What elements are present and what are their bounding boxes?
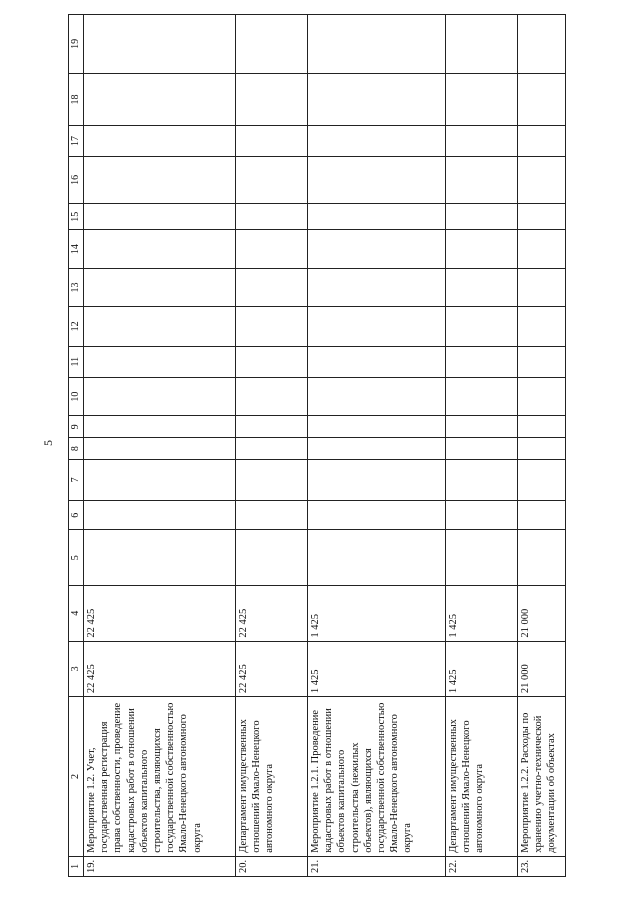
column-header: 11 [69,346,84,377]
empty-cell [308,438,446,459]
empty-cell [84,438,236,459]
empty-cell [446,204,518,230]
empty-cell [308,377,446,415]
column-number-row [69,15,84,877]
empty-cell [308,126,446,156]
empty-cell [236,230,308,268]
empty-cell [84,501,236,530]
empty-cell [236,346,308,377]
empty-cell [446,230,518,268]
empty-cell [308,416,446,438]
column-header: 19 [69,15,84,74]
column-header: 15 [69,204,84,230]
empty-cell [236,73,308,126]
row-number: 22. [446,856,518,876]
row-number: 21. [308,856,446,876]
empty-cell [308,459,446,500]
empty-cell [84,459,236,500]
empty-cell [236,15,308,74]
empty-cell [446,156,518,203]
empty-cell [236,307,308,346]
column-header: 8 [69,438,84,459]
empty-cell [84,377,236,415]
empty-cell [308,501,446,530]
row-number: 23. [518,856,566,876]
empty-cell [308,230,446,268]
empty-cell [236,438,308,459]
cell-col4: 21 000 [518,585,566,641]
empty-cell [446,459,518,500]
empty-cell [308,73,446,126]
empty-cell [518,438,566,459]
column-header: 1 [69,856,84,876]
empty-cell [84,307,236,346]
empty-cell [518,307,566,346]
column-header: 6 [69,501,84,530]
row-name: Мероприятие 1.2. Учет, государственная регистрация права собственности, проведение кадастровых работ в отношении объектов капитального строительства, являющихся государственной собственностью Ямало-Ненецкого автономного округа [84,697,236,857]
empty-cell [518,230,566,268]
empty-cell [518,156,566,203]
empty-cell [518,15,566,74]
empty-cell [446,346,518,377]
table-row [518,15,566,877]
empty-cell [84,156,236,203]
empty-cell [84,416,236,438]
budget-table [68,14,566,877]
row-number: 20. [236,856,308,876]
empty-cell [84,268,236,306]
cell-col3: 22 425 [236,641,308,697]
empty-cell [236,459,308,500]
empty-cell [446,268,518,306]
empty-cell [446,501,518,530]
cell-col3: 1 425 [446,641,518,697]
cell-col4: 22 425 [236,585,308,641]
empty-cell [308,156,446,203]
column-header: 17 [69,126,84,156]
empty-cell [518,501,566,530]
table-row [308,15,446,877]
empty-cell [446,416,518,438]
row-name: Мероприятие 1.2.1. Проведение кадастровых работ в отношении объектов капитального строительства (нежилых объектов), являющихся государственной собственностью Ямало-Ненецкого автономного округа [308,697,446,857]
cell-col3: 22 425 [84,641,236,697]
empty-cell [308,204,446,230]
empty-cell [236,126,308,156]
empty-cell [518,126,566,156]
column-header: 14 [69,230,84,268]
empty-cell [518,416,566,438]
column-header: 13 [69,268,84,306]
empty-cell [236,377,308,415]
empty-cell [236,501,308,530]
empty-cell [84,126,236,156]
empty-cell [446,530,518,586]
table-row [84,15,236,877]
empty-cell [84,15,236,74]
cell-col4: 22 425 [84,585,236,641]
cell-col3: 21 000 [518,641,566,697]
empty-cell [84,530,236,586]
empty-cell [84,73,236,126]
column-header: 3 [69,641,84,697]
row-name: Мероприятие 1.2.2. Расходы по хранению учетно-технической документации об объектах [518,697,566,857]
empty-cell [236,204,308,230]
empty-cell [308,346,446,377]
empty-cell [446,15,518,74]
cell-col3: 1 425 [308,641,446,697]
empty-cell [308,268,446,306]
empty-cell [236,268,308,306]
page-number: 5 [41,440,55,446]
column-header: 16 [69,156,84,203]
empty-cell [446,73,518,126]
column-header: 12 [69,307,84,346]
empty-cell [236,156,308,203]
table-row [446,15,518,877]
empty-cell [518,530,566,586]
column-header: 18 [69,73,84,126]
empty-cell [84,346,236,377]
column-header: 7 [69,459,84,500]
empty-cell [236,530,308,586]
empty-cell [446,126,518,156]
cell-col4: 1 425 [308,585,446,641]
empty-cell [84,204,236,230]
empty-cell [308,15,446,74]
empty-cell [518,268,566,306]
column-header: 4 [69,585,84,641]
row-number: 19. [84,856,236,876]
empty-cell [446,438,518,459]
column-header: 2 [69,697,84,857]
empty-cell [518,204,566,230]
rotated-table-wrapper [68,14,575,877]
empty-cell [518,459,566,500]
table-row [236,15,308,877]
row-name: Департамент имущественных отношений Ямало-Ненецкого автономного округа [236,697,308,857]
column-header: 9 [69,416,84,438]
empty-cell [446,307,518,346]
empty-cell [84,230,236,268]
empty-cell [308,307,446,346]
empty-cell [518,377,566,415]
empty-cell [446,377,518,415]
column-header: 10 [69,377,84,415]
empty-cell [518,346,566,377]
empty-cell [236,416,308,438]
cell-col4: 1 425 [446,585,518,641]
row-name: Департамент имущественных отношений Ямало-Ненецкого автономного округа [446,697,518,857]
column-header: 5 [69,530,84,586]
empty-cell [518,73,566,126]
empty-cell [308,530,446,586]
